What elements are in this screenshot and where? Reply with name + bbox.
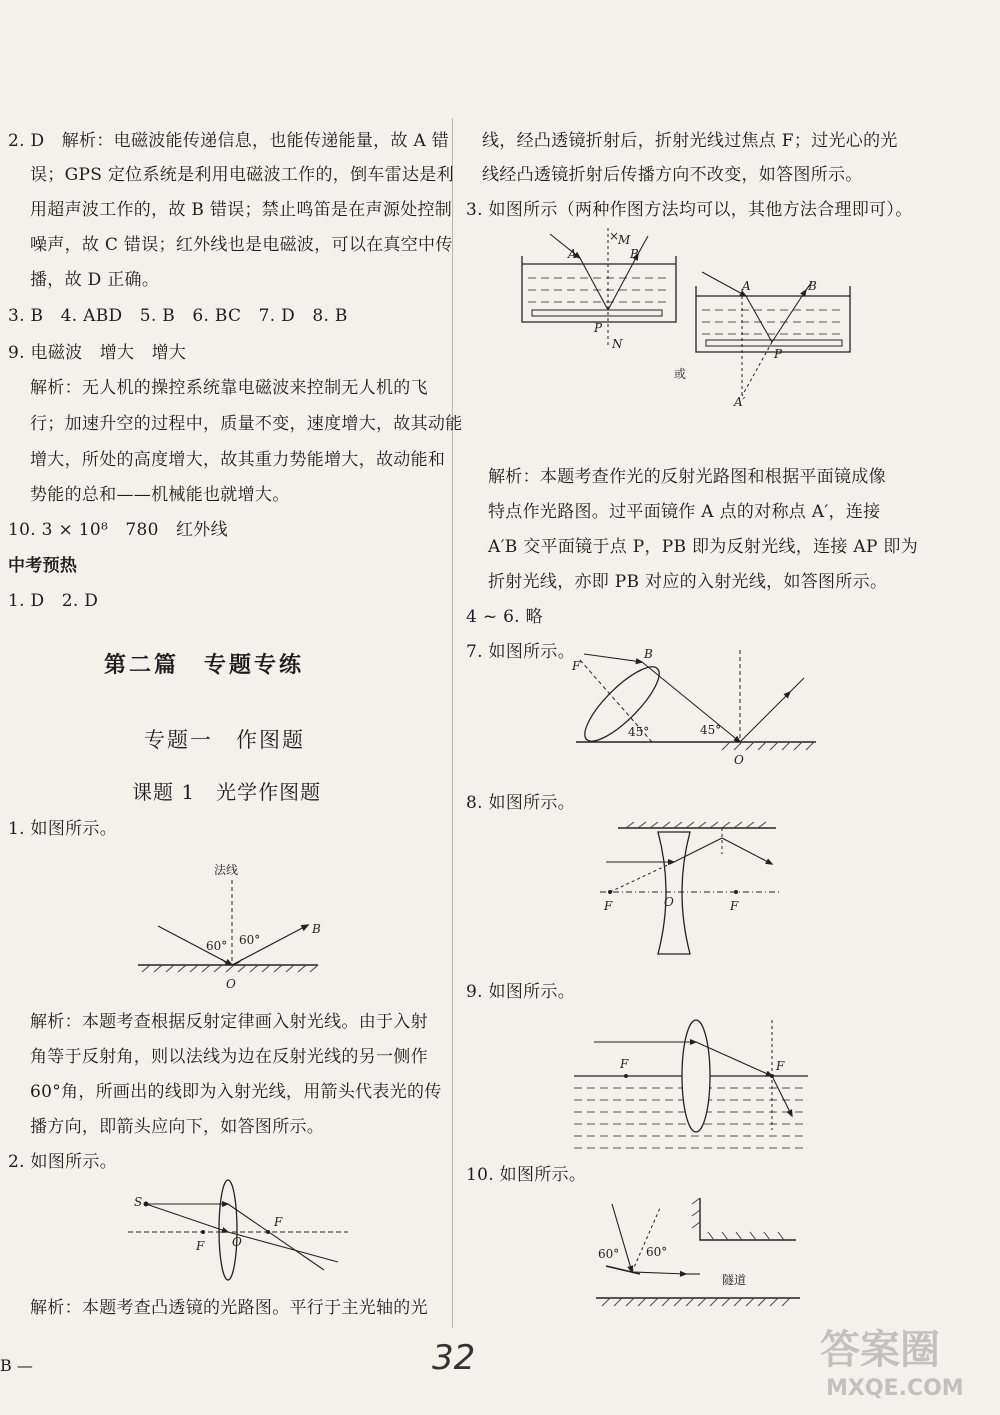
- problem-2: 2. 如图所示。: [8, 1152, 118, 1172]
- figure-2-source-s: S: [134, 1195, 143, 1209]
- problem-3-explain4: 折射光线，亦即 PB 对应的入射光线，如答图所示。: [488, 572, 888, 592]
- page-footer-mark: B —: [0, 1356, 33, 1375]
- answer-2-line3: 用超声波工作的，故 B 错误；禁止鸣笛是在声源处控制: [30, 200, 453, 220]
- figure-8-concave-lens: [596, 822, 786, 962]
- section-zhongkao: 中考预热: [8, 556, 78, 576]
- column-divider: [452, 118, 453, 1328]
- figure-3-point-a-prime: A′: [734, 395, 746, 409]
- figure-10-angle1: 60°: [598, 1247, 620, 1261]
- figure-7-angle1: 45°: [628, 725, 650, 739]
- figure-1-point-o: O: [226, 977, 236, 991]
- answer-2-line5: 播，故 D 正确。: [30, 270, 160, 290]
- figure-9-lens-water: [572, 1020, 812, 1155]
- problem-9: 9. 如图所示。: [466, 982, 576, 1002]
- problem-1-explain1: 解析：本题考查根据反射定律画入射光线。由于入射: [30, 1012, 428, 1032]
- figure-7-focus: F: [572, 659, 581, 673]
- figure-3-point-m: M: [618, 233, 631, 247]
- figure-3-point-p: P: [594, 321, 603, 335]
- problem-1-explain3: 60°角，所画出的线即为入射光线，用箭头代表光的传: [30, 1082, 442, 1102]
- problem-10: 10. 如图所示。: [466, 1165, 587, 1185]
- figure-1-angle1: 60°: [206, 939, 228, 953]
- figure-10-tunnel-label: 隧道: [722, 1273, 747, 1287]
- problem-7: 7. 如图所示。: [466, 642, 576, 662]
- figure-7-point-o: O: [734, 753, 744, 767]
- figure-10-angle2: 60°: [646, 1245, 668, 1259]
- problem-3: 3. 如图所示（两种作图方法均可以，其他方法合理即可）。: [466, 200, 913, 220]
- watermark-logo: 答案圈: [820, 1327, 940, 1373]
- answer-9-explain3: 增大，所处的高度增大，故其重力势能增大，故动能和: [30, 450, 446, 470]
- answer-9-explain2: 行；加速升空的过程中，质量不变，速度增大，故其动能: [30, 414, 463, 434]
- figure-2-center-o: O: [232, 1235, 242, 1249]
- figure-2-convex-lens: [128, 1180, 358, 1290]
- problem-1: 1. 如图所示。: [8, 819, 118, 839]
- figure-7-lens-mirror: [572, 640, 822, 770]
- topic-title: 专题一 作图题: [144, 728, 305, 752]
- answer-9-explain4: 势能的总和——机械能也就增大。: [30, 485, 290, 505]
- figure-3-or: 或: [674, 367, 687, 381]
- figure-3-point-a: A: [568, 247, 577, 261]
- figure-3-point-b: B: [630, 247, 639, 261]
- answers-3-8: 3. B 4. ABD 5. B 6. BC 7. D 8. B: [8, 306, 348, 326]
- watermark-url: MXQE.COM: [826, 1376, 964, 1401]
- figure-3-point-n: N: [612, 337, 623, 351]
- figure-8-focus-right: F: [730, 899, 739, 913]
- figure-3-point-p2: P: [774, 347, 783, 361]
- problem-3-explain2: 特点作光路图。过平面镜作 A 点的对称点 A′，连接: [488, 502, 881, 522]
- figure-2-focus-right: F: [274, 1215, 283, 1229]
- problem-8: 8. 如图所示。: [466, 793, 576, 813]
- figure-8-center-o: O: [664, 895, 674, 909]
- figure-7-point-b: B: [644, 647, 653, 661]
- answer-9: 9. 电磁波 增大 增大: [8, 343, 187, 363]
- figure-1-point-b: B: [312, 922, 321, 936]
- figure-3-point-a2: A: [742, 279, 751, 293]
- figure-1-angle2: 60°: [239, 933, 261, 947]
- figure-1-normal-label: 法线: [214, 863, 239, 877]
- problem-3-explain3: A′B 交平面镜于点 P，PB 即为反射光线，连接 AP 即为: [488, 537, 919, 557]
- problem-1-explain2: 角等于反射角，则以法线为边在反射光线的另一侧作: [30, 1047, 428, 1067]
- answer-2-line2: 误；GPS 定位系统是利用电磁波工作的，倒车雷达是利: [30, 165, 454, 185]
- answer-9-explain1: 解析：无人机的操控系统靠电磁波来控制无人机的飞: [30, 378, 428, 398]
- zhongkao-answers: 1. D 2. D: [8, 591, 99, 611]
- figure-1-reflection: [128, 858, 328, 998]
- figure-7-angle2: 45°: [700, 723, 722, 737]
- figure-9-focus-left: F: [620, 1057, 629, 1071]
- continued-line1: 线，经凸透镜折射后，折射光线过焦点 F；过光心的光: [482, 131, 898, 151]
- continued-line2: 线经凸透镜折射后传播方向不改变，如答图所示。: [482, 165, 863, 185]
- problem-2-explain1: 解析：本题考查凸透镜的光路图。平行于主光轴的光: [30, 1298, 428, 1318]
- answer-2-line4: 噪声，故 C 错误；红外线也是电磁波，可以在真空中传: [30, 235, 453, 255]
- problems-4-6: 4 ~ 6. 略: [466, 607, 543, 627]
- figure-9-focus-right: F: [776, 1059, 785, 1073]
- figure-3-point-b2: B: [808, 279, 817, 293]
- figure-2-focus-left: F: [196, 1239, 205, 1253]
- figure-10-tunnel: [596, 1198, 806, 1310]
- figure-3-water-mirror: [520, 228, 860, 408]
- part-title: 第二篇 专题专练: [104, 652, 305, 678]
- figure-8-focus-left: F: [604, 899, 613, 913]
- answer-10: 10. 3 × 10⁸ 780 红外线: [8, 520, 228, 540]
- problem-1-explain4: 播方向，即箭头应向下，如答图所示。: [30, 1117, 325, 1137]
- answer-2-line1: 2. D 解析：电磁波能传递信息，也能传递能量，故 A 错: [8, 131, 450, 151]
- handwritten-page-number: 32: [432, 1338, 476, 1378]
- svg-text:×: ×: [609, 229, 620, 243]
- lesson-title: 课题 1 光学作图题: [132, 780, 322, 804]
- problem-3-explain1: 解析：本题考查作光的反射光路图和根据平面镜成像: [488, 467, 886, 487]
